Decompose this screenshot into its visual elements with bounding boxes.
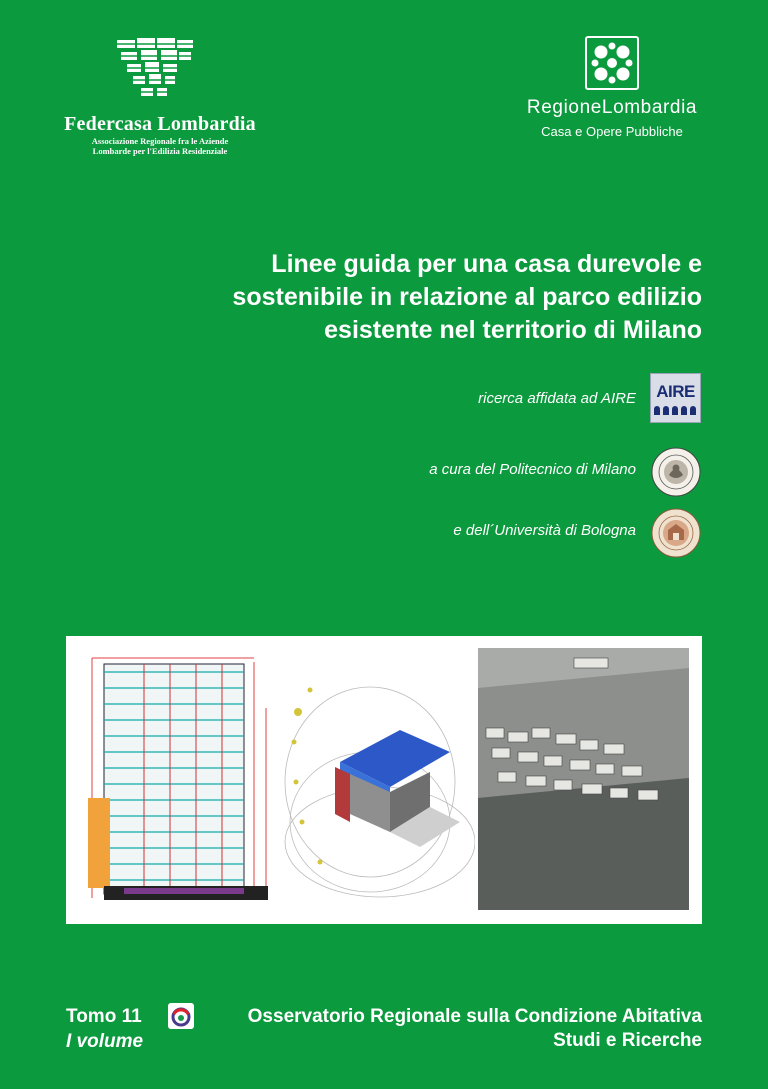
title-line-2: sostenibile in relazione al parco edilizio xyxy=(232,283,702,311)
illustrations-panel xyxy=(66,636,702,924)
title-line-1: Linee guida per una casa durevole e xyxy=(271,250,702,278)
aerial-photo xyxy=(478,648,689,910)
politecnico-seal-icon xyxy=(651,447,701,497)
credit-bologna: e dell´Università di Bologna xyxy=(453,522,636,539)
federcasa-logo xyxy=(60,36,260,156)
tomo-number: Tomo 11 xyxy=(66,1006,142,1027)
credit-politecnico: a cura del Politecnico di Milano xyxy=(429,461,636,478)
volume-label: I volume xyxy=(66,1031,144,1052)
regione-name: RegioneLombardia xyxy=(526,97,698,118)
bologna-seal-icon xyxy=(651,508,701,558)
document-title xyxy=(182,248,702,347)
federcasa-subtitle-1: Associazione Regionale fra le Aziende xyxy=(91,136,229,146)
title-line-3: esistente nel territorio di Milano xyxy=(324,316,702,344)
federcasa-name: Federcasa Lombardia xyxy=(64,113,256,135)
federcasa-subtitle-2: Lombarde per l'Edilizia Residenziale xyxy=(92,146,228,156)
credit-aire: ricerca affidata ad AIRE xyxy=(478,390,636,407)
regione-lombardia-logo xyxy=(500,36,724,139)
series-title: Studi e Ricerche xyxy=(553,1030,702,1051)
building-elevation-drawing xyxy=(74,648,274,910)
regione-department: Casa e Opere Pubbliche xyxy=(541,124,683,139)
aire-logo-text: AIRE xyxy=(656,382,695,401)
regione-rosa-camuna-icon xyxy=(585,36,639,90)
observatory-logo-icon xyxy=(168,1003,194,1029)
aire-logo xyxy=(650,373,701,423)
observatory-title: Osservatorio Regionale sulla Condizione Abitativa xyxy=(247,1006,702,1027)
solar-study-diagram xyxy=(280,672,475,902)
federcasa-mark-icon xyxy=(115,36,195,98)
aire-arches-icon xyxy=(651,402,700,416)
